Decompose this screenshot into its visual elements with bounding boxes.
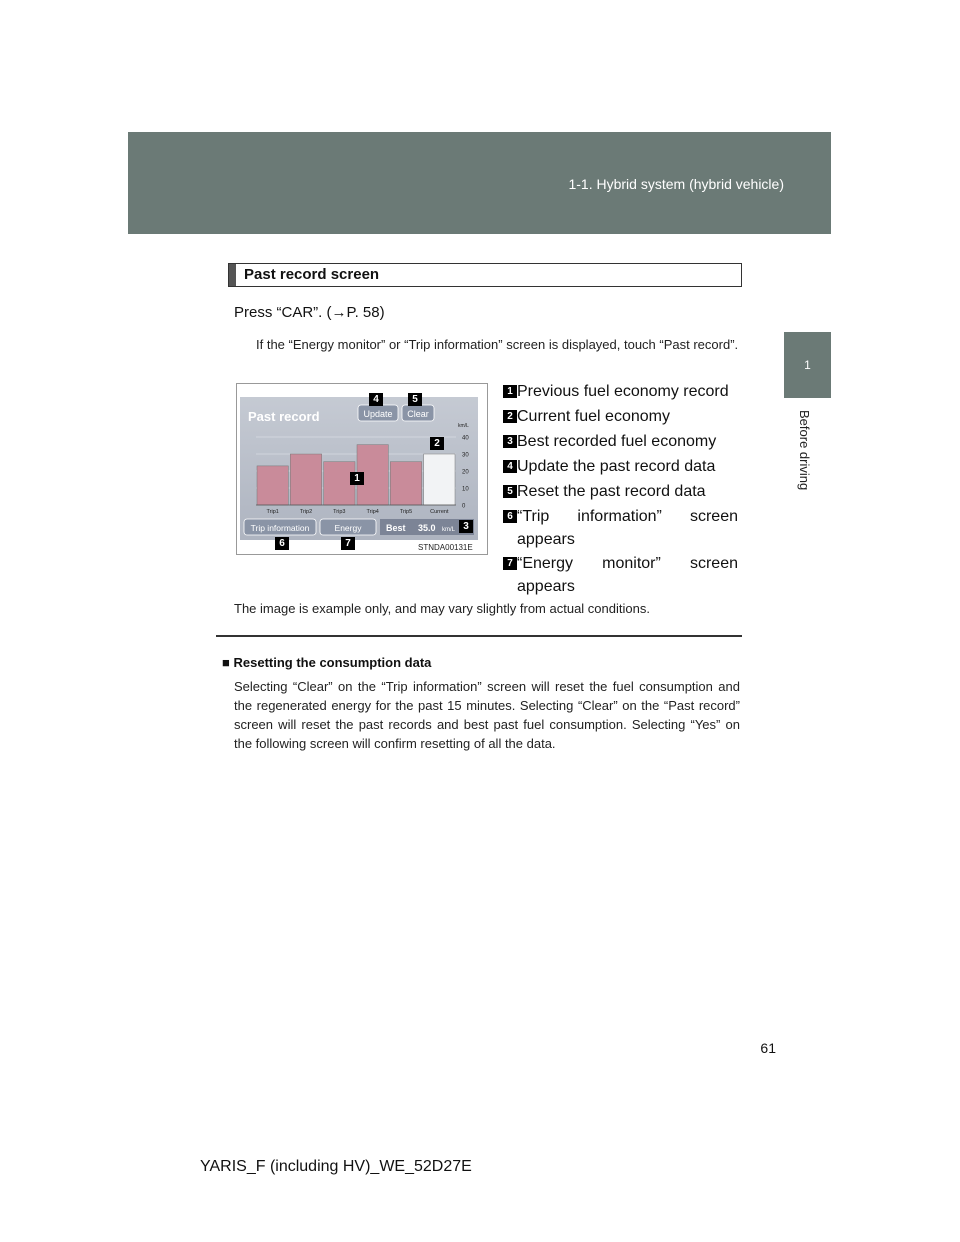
y-tick-label: 30 <box>462 452 469 459</box>
best-unit: km/L <box>442 527 456 533</box>
chart-bar-trip2 <box>290 454 321 505</box>
legend-text: Previous fuel economy record <box>517 383 729 400</box>
chapter-tab-label: Before driving <box>797 410 812 491</box>
subsection-body: Selecting “Clear” on the “Trip information” screen will reset the fuel consumption and the regenerated energy for the past 15 minutes. Selecting “Clear” on the “Past record” screen will reset the past records and best past fuel consumption. Selecting “Yes” on the following screen will confirm resetting of all the data. <box>234 679 740 751</box>
divider <box>216 635 742 637</box>
y-tick-label: 40 <box>462 435 469 442</box>
legend-marker: 5 <box>503 485 517 498</box>
marker-6: 6 <box>275 537 289 550</box>
legend-item <box>503 380 738 403</box>
x-tick-label: Current <box>430 509 449 515</box>
legend-marker: 2 <box>503 410 517 423</box>
legend-item <box>503 505 738 551</box>
clear-button-label: Clear <box>407 409 429 419</box>
section-title: Past record screen <box>244 266 380 283</box>
y-tick-label: 20 <box>462 469 469 476</box>
marker-1: 1 <box>350 472 364 485</box>
legend-text: Reset the past record data <box>517 483 706 500</box>
marker-3: 3 <box>459 520 473 533</box>
legend-marker: 1 <box>503 385 517 398</box>
legend-item <box>503 455 738 478</box>
legend-marker: 7 <box>503 557 517 570</box>
page-number: 61 <box>760 1040 776 1056</box>
legend-text: “Trip information” screen appears <box>517 508 738 548</box>
best-value: 35.0 <box>418 523 436 533</box>
marker-4: 4 <box>369 393 383 406</box>
energy-label: Energy <box>334 523 362 533</box>
legend-marker: 6 <box>503 510 517 523</box>
chapter-tab-number: 1 <box>784 332 831 398</box>
legend-item <box>503 430 738 453</box>
legend-text: Best recorded fuel economy <box>517 433 717 450</box>
best-label: Best <box>386 523 406 533</box>
note-touch: If the “Energy monitor” or “Trip information” screen is displayed, touch “Past record”. <box>256 337 739 352</box>
x-tick-label: Trip1 <box>266 509 279 515</box>
running-header: 1-1. Hybrid system (hybrid vehicle) <box>568 176 784 192</box>
past-record-screen <box>240 397 478 540</box>
legend-marker: 3 <box>503 435 517 448</box>
legend-text: “Energy monitor” screen appears <box>517 555 738 595</box>
legend-text: Current fuel economy <box>517 408 670 425</box>
marker-2: 2 <box>430 437 444 450</box>
y-tick-label: 0 <box>462 503 466 510</box>
x-tick-label: Trip2 <box>299 509 313 515</box>
x-tick-label: Trip4 <box>366 509 379 515</box>
trip-information-label: Trip information <box>250 523 310 533</box>
x-tick-label: Trip5 <box>399 509 413 515</box>
document-footer: YARIS_F (including HV)_WE_52D27E <box>200 1158 472 1175</box>
legend-marker: 4 <box>503 460 517 473</box>
legend-text: Update the past record data <box>517 458 716 475</box>
legend-item <box>503 552 738 598</box>
section-title-bar <box>229 264 236 286</box>
x-tick-label: Trip3 <box>333 509 346 515</box>
update-button-label: Update <box>363 409 393 419</box>
image-code: STNDA00131E <box>418 543 473 552</box>
legend-item <box>503 405 738 428</box>
note-example: The image is example only, and may vary slightly from actual conditions. <box>234 601 650 616</box>
bullet-square-icon: ■ <box>222 655 230 670</box>
marker-7: 7 <box>341 537 355 550</box>
chart-bar-trip5 <box>390 462 421 505</box>
unit-label: km/L <box>458 423 469 429</box>
y-tick-label: 10 <box>462 486 469 493</box>
marker-5: 5 <box>408 393 422 406</box>
chart-bar-current <box>424 454 455 505</box>
instruction-press: Press “CAR”. (→P. 58) <box>234 304 385 321</box>
screen-title: Past record <box>248 409 320 424</box>
subsection-title: ■ Resetting the consumption data <box>222 655 432 670</box>
chart-bar-trip1 <box>257 466 288 505</box>
past-record-chart <box>240 397 478 540</box>
legend-item <box>503 480 738 503</box>
